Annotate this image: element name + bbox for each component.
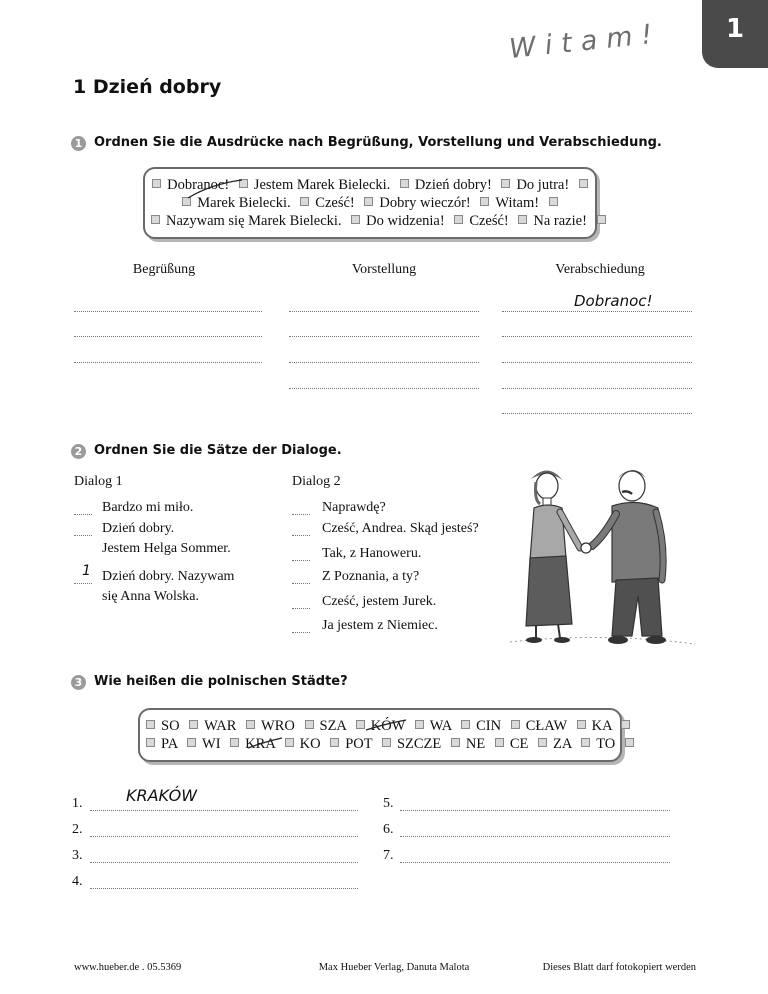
city-number: 7. <box>383 848 394 863</box>
answer-line[interactable] <box>502 413 692 414</box>
column-head-vorstellung: Vorstellung <box>351 262 417 277</box>
bullet-square <box>579 179 588 188</box>
syllable: SZCZE <box>396 736 442 752</box>
phrase: Do widzenia! <box>366 213 445 229</box>
syllable: KO <box>299 736 321 752</box>
word-box-line-3 <box>145 213 595 230</box>
city-answer-line[interactable] <box>400 810 670 811</box>
dialog-1-title: Dialog 1 <box>74 474 123 489</box>
city-answer-line[interactable] <box>90 888 358 889</box>
bullet-square <box>538 738 547 747</box>
bullet-square <box>511 720 520 729</box>
bullet-square <box>454 215 463 224</box>
bullet-square <box>151 215 160 224</box>
answer-line[interactable] <box>289 362 479 363</box>
handwritten-answer-krakow: KRAKÓW <box>126 786 198 805</box>
city-answer-line[interactable] <box>400 836 670 837</box>
column-head-verabschiedung: Verabschiedung <box>555 262 645 277</box>
dialog-1-sentence: Dzień dobry. Nazywam <box>102 569 235 584</box>
bullet-square <box>581 738 590 747</box>
syllable: ZA <box>553 736 572 752</box>
order-blank[interactable] <box>292 514 310 515</box>
handshake-illustration <box>500 456 700 656</box>
order-blank[interactable] <box>292 608 310 609</box>
exercise-1-number: 1 <box>71 136 86 151</box>
strike-kow <box>364 718 410 732</box>
answer-line[interactable] <box>502 362 692 363</box>
dialog-2-sentence: Cześć, jestem Jurek. <box>322 594 437 609</box>
syllable: TO <box>596 736 616 752</box>
syllable: WA <box>429 718 452 734</box>
city-answer-line[interactable] <box>90 836 358 837</box>
city-number: 4. <box>72 874 83 889</box>
bullet-square <box>577 720 586 729</box>
bullet-square <box>495 738 504 747</box>
city-answer-line[interactable] <box>400 862 670 863</box>
bullet-square <box>300 197 309 206</box>
bullet-square <box>480 197 489 206</box>
bullet-square <box>501 179 510 188</box>
dialog-2-sentence: Cześć, Andrea. Skąd jesteś? <box>322 521 479 536</box>
order-blank[interactable] <box>74 535 92 536</box>
bullet-square <box>305 720 314 729</box>
syllable: POT <box>345 736 373 752</box>
order-blank[interactable] <box>292 583 310 584</box>
bullet-square <box>625 738 634 747</box>
bullet-square <box>518 215 527 224</box>
exercise-1-instruction: Ordnen Sie die Ausdrücke nach Begrüßung, Vorstellung und Verabschiedung. <box>94 135 662 150</box>
strike-dobranoc <box>186 178 246 202</box>
bullet-square <box>461 720 470 729</box>
city-answer-line[interactable] <box>90 810 358 811</box>
answer-line[interactable] <box>502 336 692 337</box>
bullet-square <box>246 720 255 729</box>
dialog-1-sentence-cont: Jestem Helga Sommer. <box>102 541 231 556</box>
order-blank[interactable] <box>74 583 92 584</box>
city-number: 3. <box>72 848 83 863</box>
order-blank[interactable] <box>292 535 310 536</box>
syllable: PA <box>161 736 178 752</box>
bullet-square <box>146 720 155 729</box>
city-number: 1. <box>72 796 83 811</box>
phrase: Na razie! <box>533 213 587 229</box>
footer-left: www.hueber.de . 05.5369 <box>74 962 182 973</box>
handwritten-number-1: 1 <box>82 563 91 579</box>
answer-line[interactable] <box>289 388 479 389</box>
bullet-square <box>364 197 373 206</box>
bullet-square <box>146 738 155 747</box>
city-number: 2. <box>72 822 83 837</box>
footer-center: Max Hueber Verlag, Danuta Malota <box>318 962 470 973</box>
syllable: SO <box>161 718 180 734</box>
syllable: NE <box>465 736 486 752</box>
bullet-square <box>189 720 198 729</box>
answer-line[interactable] <box>289 336 479 337</box>
bullet-square <box>152 179 161 188</box>
dialog-1-sentence: Dzień dobry. <box>102 521 175 536</box>
answer-line[interactable] <box>74 336 262 337</box>
order-blank[interactable] <box>292 560 310 561</box>
exercise-3-syllable-box <box>138 708 622 762</box>
phrase: Dzień dobry! <box>414 177 492 193</box>
phrase-dobranoc: Dobranoc! <box>167 177 230 193</box>
dialog-2-title: Dialog 2 <box>292 474 341 489</box>
phrase: Cześć! <box>469 213 509 229</box>
exercise-3-instruction: Wie heißen die polnischen Städte? <box>94 674 348 689</box>
answer-line[interactable] <box>502 388 692 389</box>
bullet-square <box>382 738 391 747</box>
bullet-square <box>351 215 360 224</box>
order-blank[interactable] <box>292 632 310 633</box>
answer-line[interactable] <box>289 311 479 312</box>
syllable: WI <box>202 736 221 752</box>
syllable: KA <box>591 718 612 734</box>
answer-line[interactable] <box>502 311 692 312</box>
phrase: Do jutra! <box>516 177 570 193</box>
phrase: Witam! <box>495 195 540 211</box>
page-number: 1 <box>725 14 745 44</box>
chapter-title: 1 Dzień dobry <box>73 76 222 98</box>
answer-line[interactable] <box>74 311 262 312</box>
bullet-square <box>330 738 339 747</box>
syllable: SZA <box>319 718 347 734</box>
exercise-2-instruction: Ordnen Sie die Sätze der Dialoge. <box>94 443 342 458</box>
strike-kra <box>246 736 286 750</box>
syllable-line-2 <box>140 736 620 753</box>
phrase: Nazywam się Marek Bielecki. <box>166 213 342 229</box>
handwritten-answer-dobranoc: Dobranoc! <box>574 292 653 310</box>
syllable: WAR <box>204 718 237 734</box>
dialog-2-sentence: Ja jestem z Niemiec. <box>322 618 438 633</box>
dialog-1-sentence: Bardzo mi miło. <box>102 500 194 515</box>
bullet-square <box>597 215 606 224</box>
answer-line[interactable] <box>74 362 262 363</box>
syllable-kra: KRA <box>245 736 275 752</box>
column-head-begruessung: Begrüßung <box>132 262 196 277</box>
syllable-kow: KÓW <box>370 718 406 734</box>
bullet-square <box>621 720 630 729</box>
syllable: CE <box>509 736 529 752</box>
dialog-1-sentence-cont: się Anna Wolska. <box>102 589 199 604</box>
bullet-square <box>451 738 460 747</box>
city-number: 5. <box>383 796 394 811</box>
dialog-2-sentence: Tak, z Hanoweru. <box>322 546 422 561</box>
exercise-2-number: 2 <box>71 444 86 459</box>
city-answer-line[interactable] <box>90 862 358 863</box>
phrase: Cześć! <box>315 195 355 211</box>
phrase: Dobry wieczór! <box>379 195 471 211</box>
witam-heading: Witam! <box>507 18 663 65</box>
phrase: Jestem Marek Bielecki. <box>253 177 391 193</box>
syllable: CŁAW <box>525 718 567 734</box>
dialog-2-sentence: Naprawdę? <box>322 500 386 515</box>
syllable: CIN <box>476 718 502 734</box>
bullet-square <box>549 197 558 206</box>
syllable: WRO <box>261 718 295 734</box>
order-blank[interactable] <box>74 514 92 515</box>
exercise-3-number: 3 <box>71 675 86 690</box>
phrase: Marek Bielecki. <box>197 195 291 211</box>
bullet-square <box>400 179 409 188</box>
bullet-square <box>230 738 239 747</box>
bullet-square <box>415 720 424 729</box>
city-number: 6. <box>383 822 394 837</box>
bullet-square <box>187 738 196 747</box>
footer-right: Dieses Blatt darf fotokopiert werden <box>542 962 696 973</box>
dialog-2-sentence: Z Poznania, a ty? <box>322 569 420 584</box>
